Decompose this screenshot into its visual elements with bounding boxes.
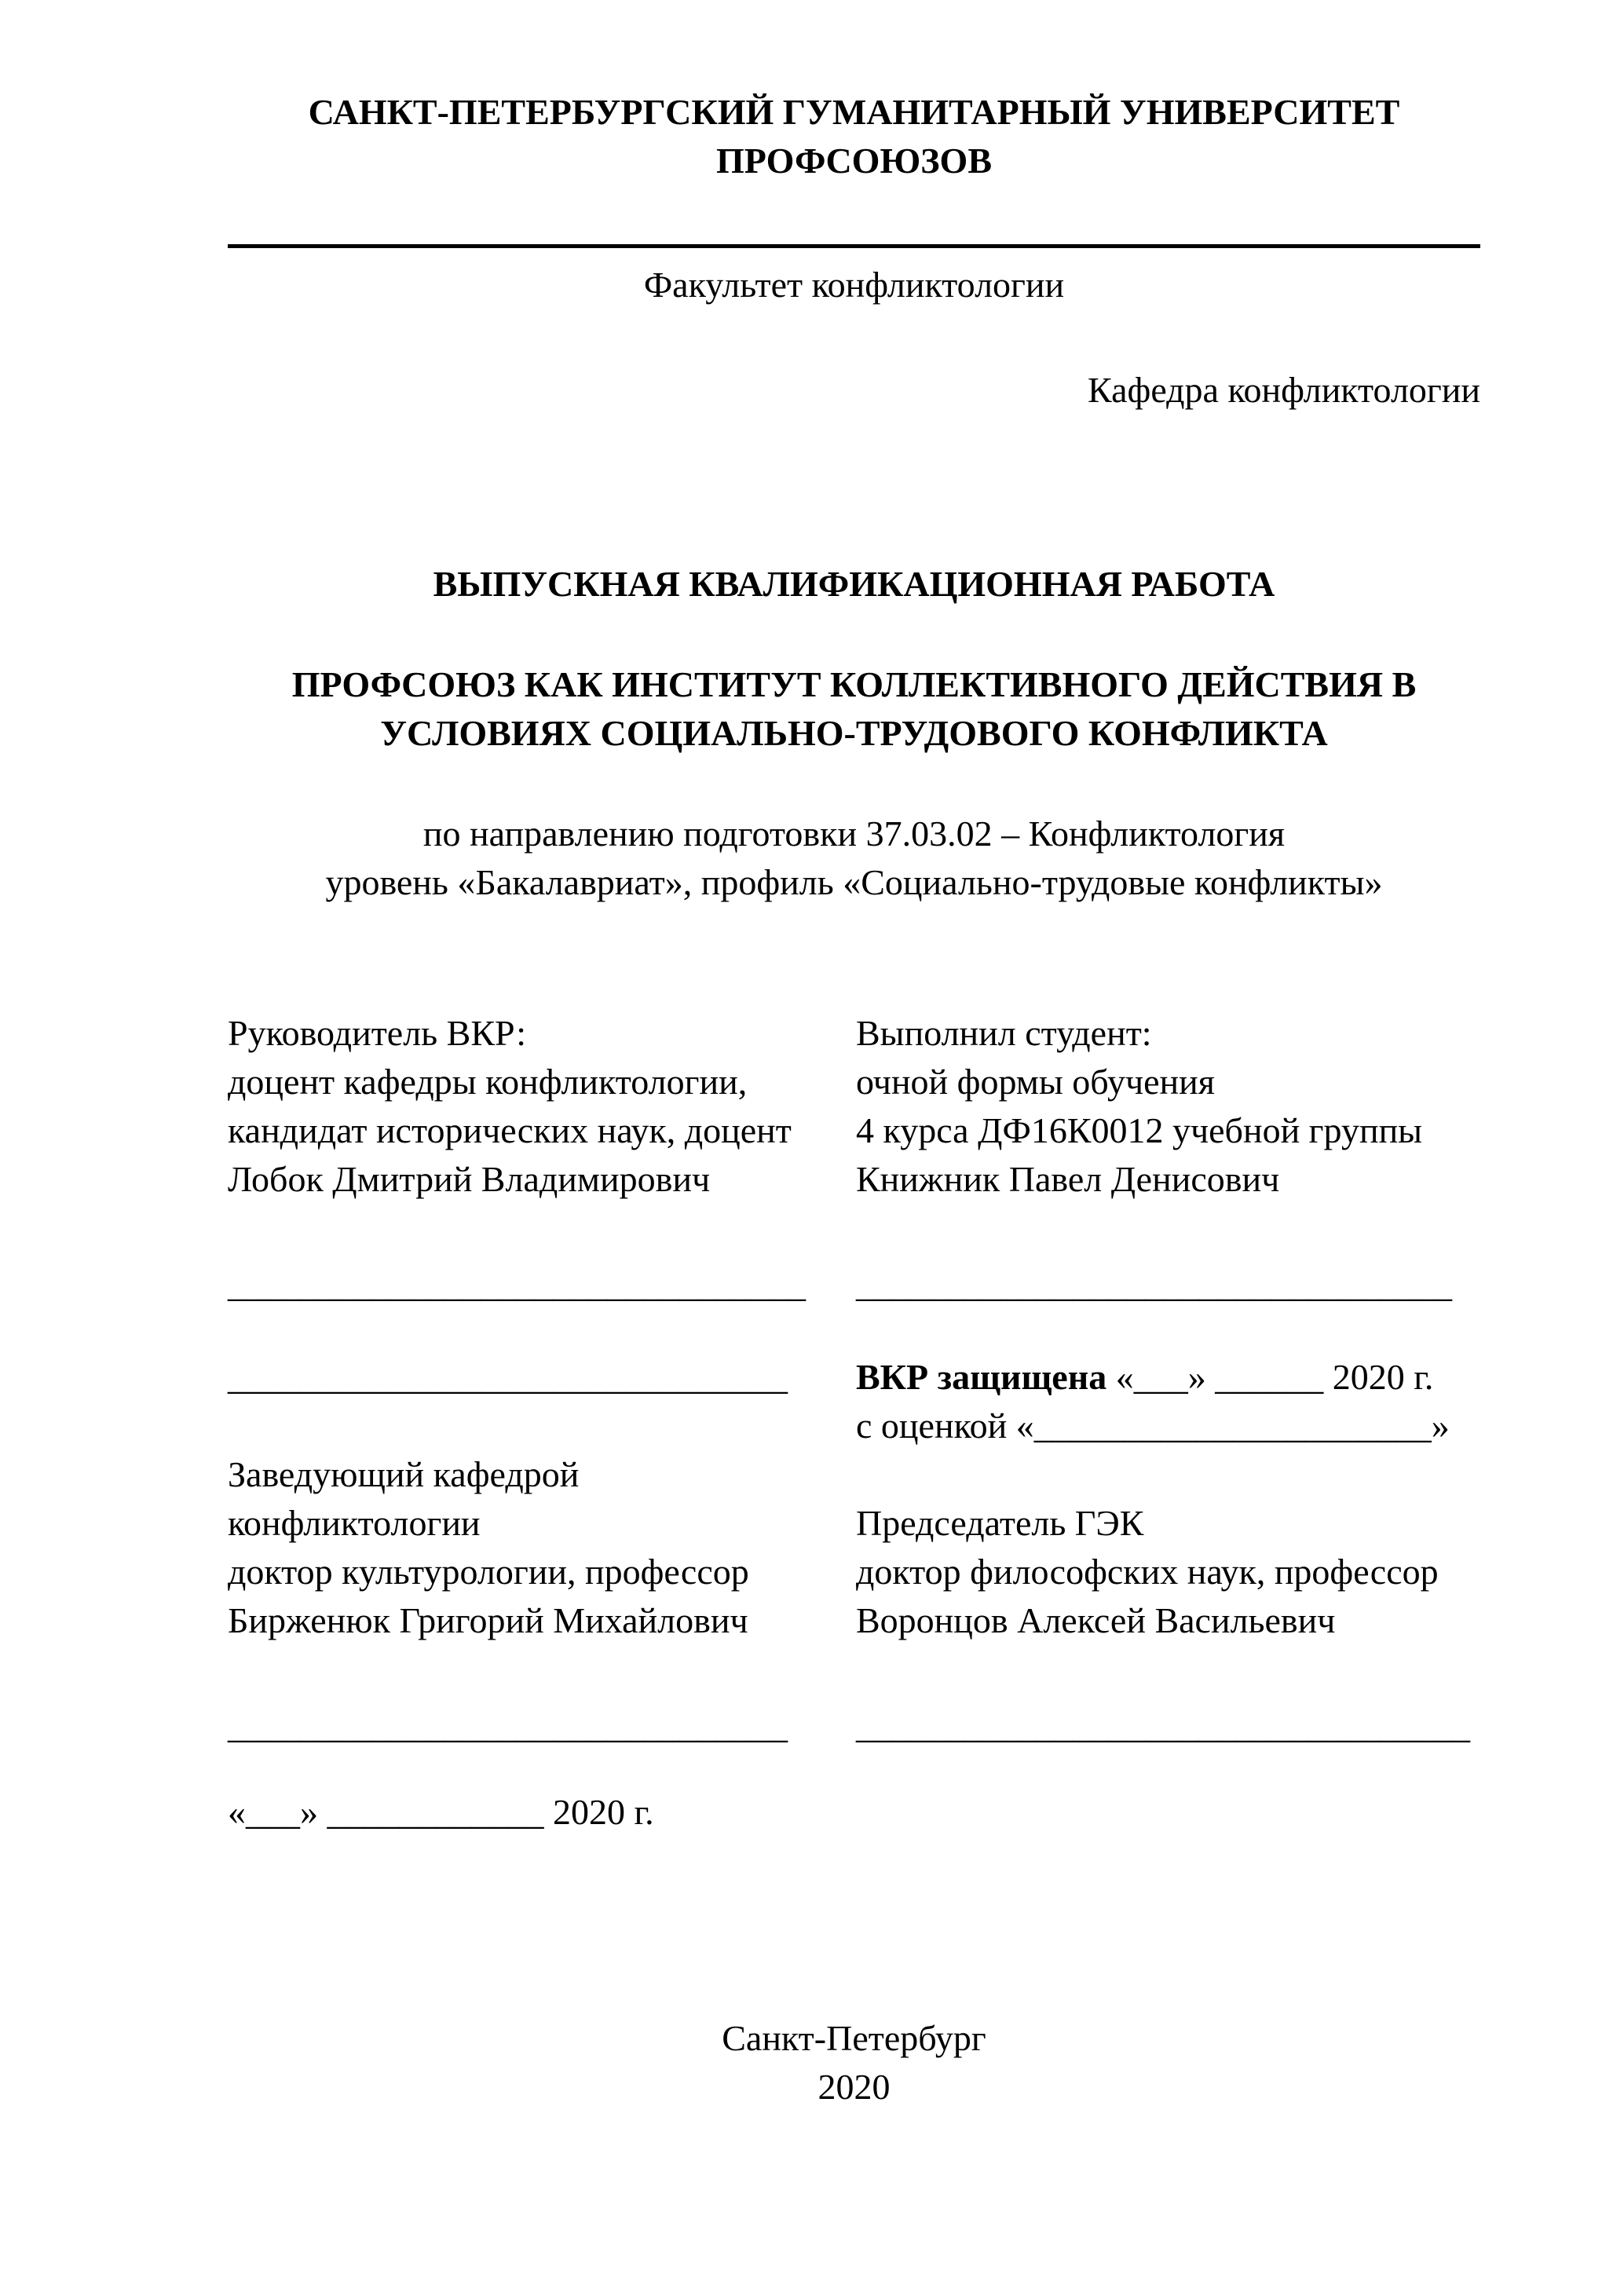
spacer	[228, 1645, 1480, 1702]
supervisor-signature-line-2: _______________________________	[228, 1357, 788, 1397]
spacer	[228, 1309, 1480, 1353]
department-head-name: Бирженюк Григорий Михайлович	[228, 1600, 748, 1640]
committee-chair-label: Председатель ГЭК	[856, 1503, 1144, 1543]
position-row-1	[228, 1058, 1480, 1106]
faculty-name: Факультет конфликтологии	[643, 265, 1065, 305]
footer	[228, 2014, 1480, 2111]
defense-line	[856, 1353, 1480, 1402]
supervisor-name: Лобок Дмитрий Владимирович	[228, 1159, 711, 1199]
university-name-line1: САНКТ-ПЕТЕРБУРГСКИЙ ГУМАНИТАРНЫЙ УНИВЕРСИТЕТ	[308, 92, 1400, 132]
degrees-row	[228, 1548, 1480, 1596]
department-head-date-line: «___» ____________ 2020 г.	[228, 1792, 654, 1832]
program-level: уровень «Бакалавриат», профиль «Социально-трудовые конфликты»	[325, 862, 1383, 902]
student-label: Выполнил студент:	[856, 1013, 1152, 1053]
student-info-2: 4 курса ДФ16К0012 учебной группы	[856, 1110, 1423, 1150]
committee-chair-name: Воронцов Алексей Васильевич	[856, 1600, 1336, 1640]
department-head-degree: доктор культурологии, профессор	[228, 1552, 749, 1592]
work-type-heading: ВЫПУСКНАЯ КВАЛИФИКАЦИОННАЯ РАБОТА	[433, 564, 1275, 604]
university-header	[228, 88, 1480, 248]
head-label-row-1	[228, 1450, 1480, 1499]
department-head-label-2: конфликтологии	[228, 1503, 481, 1543]
spacer	[228, 1750, 1480, 1788]
defense-defended-label: ВКР защищена	[856, 1357, 1107, 1397]
thesis-title-line2: УСЛОВИЯХ СОЦИАЛЬНО-ТРУДОВОГО КОНФЛИКТА	[380, 713, 1328, 753]
student-name: Книжник Павел Денисович	[856, 1159, 1280, 1199]
footer-city: Санкт-Петербург	[722, 2018, 986, 2058]
supervisor-signature-line: ________________________________	[228, 1264, 806, 1304]
thesis-title-line1: ПРОФСОЮЗ КАК ИНСТИТУТ КОЛЛЕКТИВНОГО ДЕЙСТВИЯ В	[291, 664, 1417, 704]
head-label-row-2	[228, 1499, 1480, 1548]
signature-row-1	[228, 1260, 1480, 1309]
student-signature-line: _________________________________	[856, 1264, 1452, 1304]
spacer	[228, 1204, 1480, 1260]
names-row-2	[228, 1596, 1480, 1645]
supervisor-label: Руководитель ВКР:	[228, 1013, 527, 1053]
university-name-line2: ПРОФСОЮЗОВ	[716, 141, 992, 181]
footer-year: 2020	[817, 2067, 891, 2107]
defense-row	[228, 1353, 1480, 1402]
empty-cell	[856, 1450, 1480, 1499]
defense-defended-rest: «___» ______ 2020 г.	[1106, 1357, 1434, 1397]
date-row	[228, 1788, 1480, 1837]
supervisor-position-1: доцент кафедры конфликтологии,	[228, 1062, 748, 1102]
program-direction: по направлению подготовки 37.03.02 – Конфликтология	[422, 813, 1286, 854]
committee-chair-signature-line: __________________________________	[856, 1706, 1470, 1746]
names-row	[228, 1155, 1480, 1204]
thesis-title	[228, 660, 1480, 758]
department-head-signature-line: _______________________________	[228, 1706, 788, 1746]
empty-cell	[856, 1788, 1480, 1837]
signatures-section	[228, 1009, 1480, 1837]
labels-row	[228, 1009, 1480, 1058]
signature-row-2	[228, 1702, 1480, 1750]
committee-chair-degree: доктор философских наук, профессор	[856, 1552, 1439, 1592]
supervisor-position-2: кандидат исторических наук, доцент	[228, 1110, 792, 1150]
position-row-2	[228, 1106, 1480, 1155]
student-info-1: очной формы обучения	[856, 1062, 1215, 1102]
program-info	[228, 810, 1480, 907]
defense-grade-line: с оценкой «______________________»	[856, 1406, 1450, 1446]
grade-row	[228, 1402, 1480, 1450]
department-name: Кафедра конфликтологии	[1088, 370, 1480, 410]
empty-cell	[228, 1402, 856, 1450]
department-head-label-1: Заведующий кафедрой	[228, 1454, 580, 1494]
